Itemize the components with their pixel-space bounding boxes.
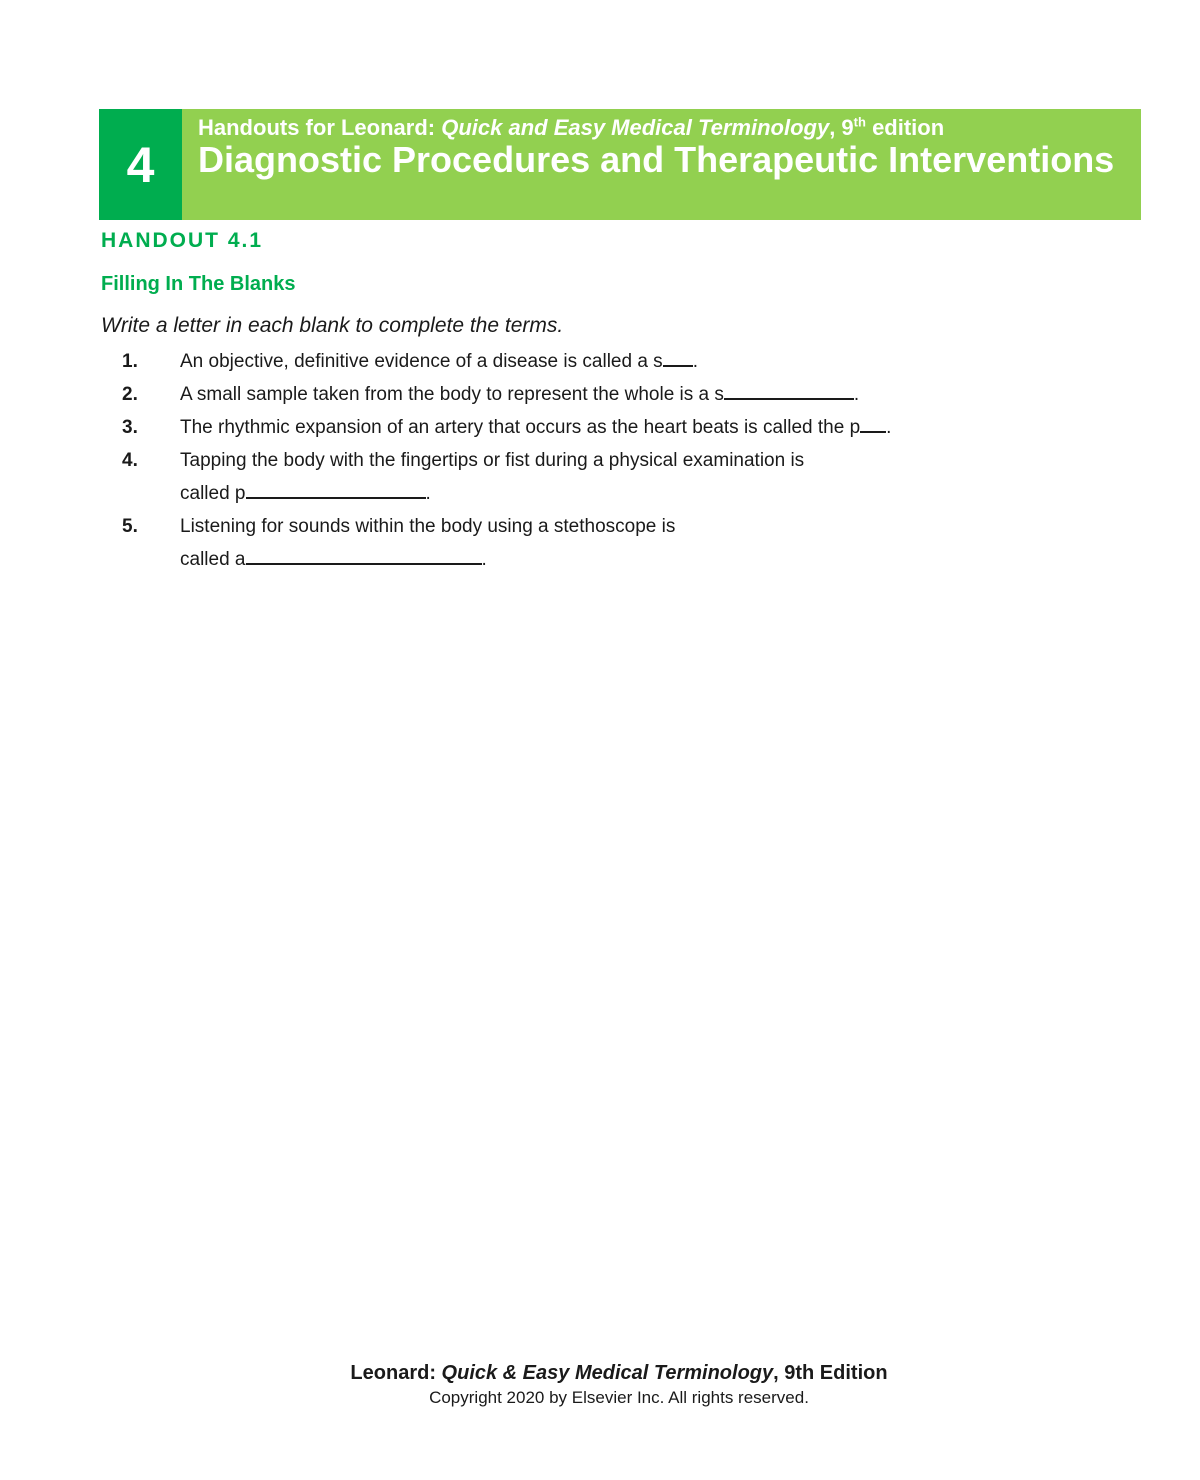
question-text-line1: Tapping the body with the fingertips or fist during a physical examination is bbox=[180, 450, 805, 471]
question-text: called p bbox=[180, 483, 246, 504]
series-book-title: Quick and Easy Medical Terminology bbox=[441, 115, 830, 140]
question-item bbox=[120, 345, 1080, 378]
question-number: 5. bbox=[122, 516, 138, 537]
footer-copyright: Copyright 2020 by Elsevier Inc. All rights reserved. bbox=[429, 1388, 809, 1407]
question-text: An objective, definitive evidence of a disease is called a s bbox=[180, 351, 663, 372]
question-number: 3. bbox=[122, 417, 138, 438]
question-item bbox=[120, 378, 1080, 411]
series-prefix: Handouts for Leonard: bbox=[198, 115, 442, 140]
section-title: Filling In The Blanks bbox=[101, 273, 296, 295]
answer-blank[interactable] bbox=[663, 347, 693, 367]
question-number: 1. bbox=[122, 351, 138, 372]
question-end: . bbox=[425, 483, 431, 504]
footer-book-title: Quick & Easy Medical Terminology bbox=[441, 1362, 774, 1384]
answer-blank[interactable] bbox=[246, 479, 426, 499]
handout-label: HANDOUT 4.1 bbox=[101, 229, 264, 252]
question-item bbox=[120, 444, 1080, 510]
series-edition-number: 9 bbox=[841, 115, 854, 140]
question-text-line1: Listening for sounds within the body using a stethoscope is bbox=[180, 516, 676, 537]
footer-edition: , 9th Edition bbox=[773, 1362, 888, 1384]
instructions: Write a letter in each blank to complete the terms. bbox=[101, 314, 564, 337]
question-item bbox=[120, 510, 1080, 576]
chapter-number: 4 bbox=[126, 136, 155, 193]
answer-blank[interactable] bbox=[860, 413, 886, 433]
question-end: . bbox=[481, 549, 487, 570]
answer-blank[interactable] bbox=[246, 545, 482, 565]
question-item bbox=[120, 411, 1080, 444]
series-edition-word: edition bbox=[865, 115, 945, 140]
question-end: . bbox=[692, 351, 698, 372]
question-number: 2. bbox=[122, 384, 138, 405]
question-text: The rhythmic expansion of an artery that occurs as the heart beats is called the p bbox=[180, 417, 861, 438]
chapter-number-box bbox=[99, 109, 182, 220]
chapter-title: Diagnostic Procedures and Therapeutic Interventions bbox=[198, 139, 1115, 180]
answer-blank[interactable] bbox=[724, 380, 854, 400]
question-end: . bbox=[853, 384, 860, 405]
question-list bbox=[120, 345, 1080, 576]
footer-book-line bbox=[0, 1360, 1200, 1386]
question-end: . bbox=[886, 417, 892, 438]
footer-author: Leonard: bbox=[350, 1362, 442, 1384]
series-comma: , bbox=[829, 115, 842, 140]
question-text: called a bbox=[180, 549, 246, 570]
series-line bbox=[198, 114, 944, 142]
question-number: 4. bbox=[122, 450, 138, 471]
question-text: A small sample taken from the body to represent the whole is a s bbox=[180, 384, 724, 405]
page-footer bbox=[0, 1360, 1200, 1410]
series-edition-suffix: th bbox=[853, 114, 866, 130]
